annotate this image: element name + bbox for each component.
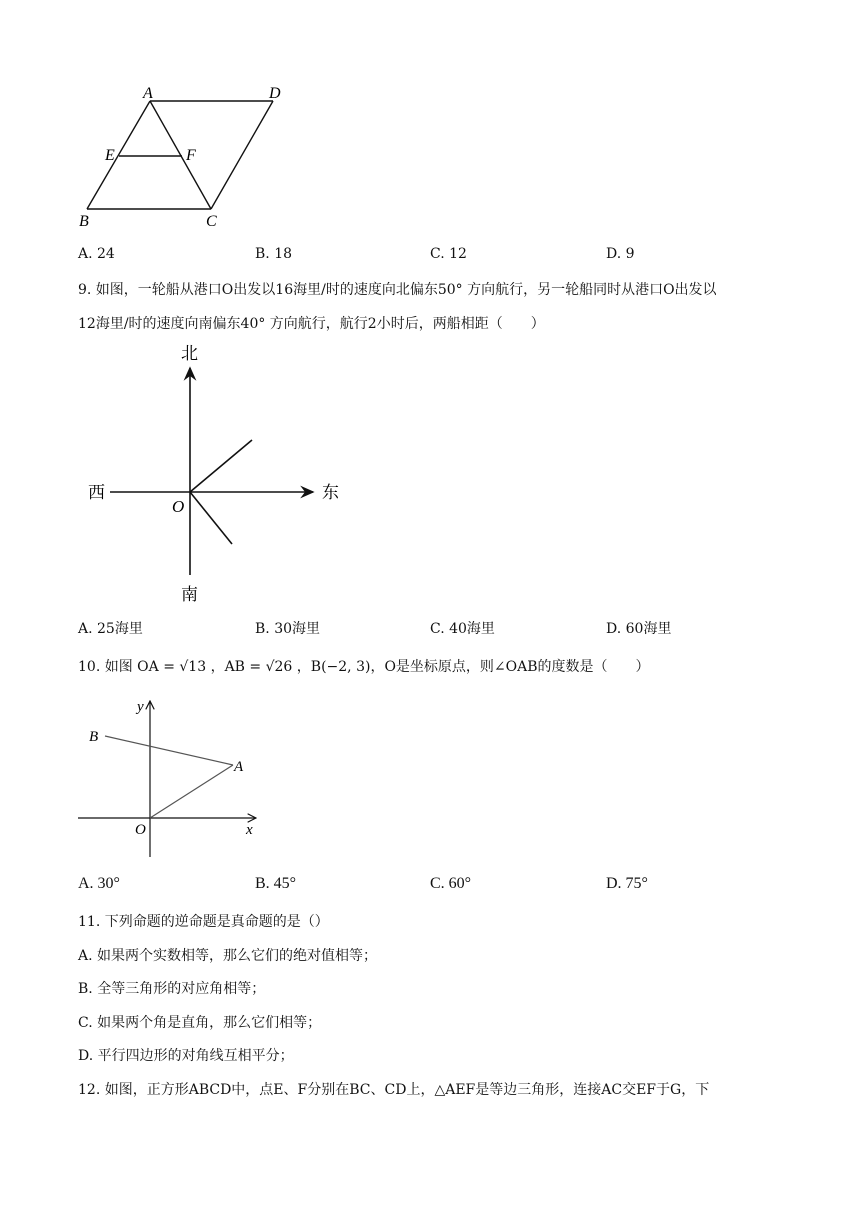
label-O: O	[135, 822, 146, 838]
q9-option-c: C. 40海里	[430, 621, 495, 637]
q9-option-a: A. 25海里	[78, 621, 143, 637]
q10-option-d: D. 75°	[606, 875, 648, 892]
q11-option-c: C. 如果两个角是直角，那么它们相等；	[78, 1015, 322, 1031]
label-B: B	[89, 729, 99, 745]
q8-parallelogram-figure	[70, 80, 300, 230]
q8-option-d: D. 9	[606, 246, 635, 262]
segment-OA	[150, 765, 233, 818]
q11-option-d: D. 平行四边形的对角线互相平分；	[78, 1048, 294, 1064]
q10-coordinate-figure	[70, 695, 270, 865]
label-A: A	[234, 759, 244, 775]
label-x: x	[246, 822, 253, 838]
q8-option-c: C. 12	[430, 246, 467, 262]
segment-DC	[211, 101, 273, 209]
q8-option-b: B. 18	[255, 246, 293, 262]
q11-option-a: A. 如果两个实数相等，那么它们的绝对值相等；	[78, 948, 378, 964]
ship-1-path	[190, 440, 252, 492]
segment-AC	[150, 101, 211, 209]
label-D: D	[269, 85, 281, 102]
q9-stem-line2: 12海里/时的速度向南偏东40° 方向航行，航行2小时后，两船相距（ ）	[78, 316, 545, 332]
q10-stem: 10. 如图 OA = √13 ，AB = √26 ，B(−2, 3)，O是坐标原点，则∠OAB的度数是（ ）	[78, 659, 650, 675]
label-F: F	[186, 147, 196, 164]
label-E: E	[105, 147, 115, 164]
label-origin: O	[172, 497, 185, 516]
segment-AB	[87, 101, 150, 209]
q9-compass-figure	[80, 338, 360, 608]
label-A: A	[143, 85, 153, 102]
label-south: 南	[181, 585, 198, 604]
label-B: B	[79, 213, 89, 230]
q8-option-a: A. 24	[78, 246, 115, 262]
q11-option-b: B. 全等三角形的对应角相等；	[78, 981, 266, 997]
q9-stem-line1: 9. 如图，一轮船从港口O出发以16海里/时的速度向北偏东50° 方向航行，另一轮船同时从港口O出发以	[78, 282, 717, 298]
q10-option-c: C. 60°	[430, 875, 472, 892]
q11-stem: 11. 下列命题的逆命题是真命题的是（）	[78, 914, 329, 930]
label-C: C	[206, 213, 217, 230]
label-west: 西	[88, 483, 105, 502]
q12-stem: 12. 如图，正方形ABCD中，点E、F分别在BC、CD上，△AEF是等边三角形，连接AC交EF于G，下	[78, 1082, 710, 1098]
q10-option-b: B. 45°	[255, 875, 297, 892]
q9-option-b: B. 30海里	[255, 621, 321, 637]
q9-option-d: D. 60海里	[606, 621, 672, 637]
ship-2-path	[190, 492, 232, 544]
label-north: 北	[181, 344, 198, 363]
q10-option-a: A. 30°	[78, 875, 120, 892]
label-y: y	[137, 699, 144, 715]
label-east: 东	[322, 483, 339, 502]
segment-BA	[105, 736, 233, 765]
